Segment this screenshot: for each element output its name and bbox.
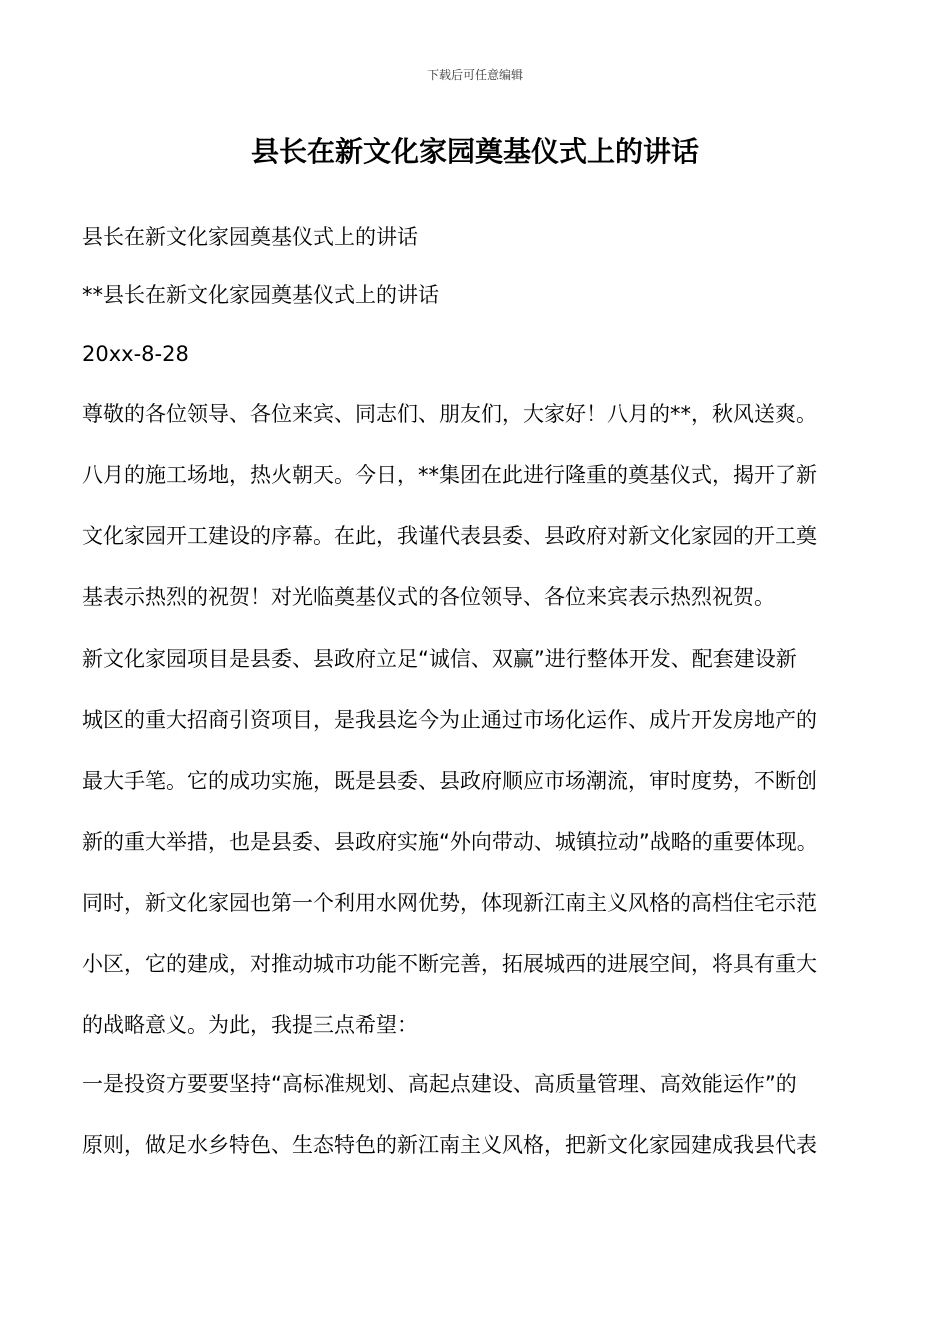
paragraph-line: 八月的施工场地，热火朝天。今日，**集团在此进行隆重的奠基仪式，揭开了新 [82,463,817,487]
header-note: 下载后可任意编辑 [426,68,523,82]
date-line: 20xx-8-28 [82,342,189,366]
paragraph-line: 尊敬的各位领导、各位来宾、同志们、朋友们，大家好！八月的**，秋风送爽。 [82,402,817,426]
paragraph-project [82,629,882,1056]
paragraph-line: 城区的重大招商引资项目，是我县迄今为止通过市场化运作、成片开发房地产的 [82,708,817,732]
paragraph-line: 一是投资方要要坚持“高标准规划、高起点建设、高质量管理、高效能运作”的 [82,1072,797,1096]
paragraph-line: 小区，它的建成，对推动城市功能不断完善，拓展城西的进展空间，将具有重大 [82,952,817,976]
paragraph-line: 文化家园开工建设的序幕。在此，我谨代表县委、县政府对新文化家园的开工奠 [82,524,817,548]
paragraph-line: 最大手笔。它的成功实施，既是县委、县政府顺应市场潮流，审时度势，不断创 [82,769,817,793]
document-title: 县长在新文化家园奠基仪式上的讲话 [250,135,699,168]
subtitle-line: 县长在新文化家园奠基仪式上的讲话 [82,225,418,249]
paragraph-line: 的战略意义。为此，我提三点希望： [82,1013,418,1037]
paragraph-line: 新文化家园项目是县委、县政府立足“诚信、双赢”进行整体开发、配套建设新 [82,647,797,671]
paragraph-line: 新的重大举措，也是县委、县政府实施“外向带动、城镇拉动”战略的重要体现。 [82,830,818,854]
paragraph-line: 基表示热烈的祝贺！对光临奠基仪式的各位领导、各位来宾表示热烈祝贺。 [82,585,775,609]
author-line: **县长在新文化家园奠基仪式上的讲话 [82,283,439,307]
paragraph-line: 原则，做足水乡特色、生态特色的新江南主义风格，把新文化家园建成我县代表 [82,1133,817,1157]
paragraph-greeting [82,384,882,628]
paragraph-line: 同时，新文化家园也第一个利用水网优势，体现新江南主义风格的高档住宅示范 [82,891,817,915]
paragraph-hope-one [82,1054,882,1176]
